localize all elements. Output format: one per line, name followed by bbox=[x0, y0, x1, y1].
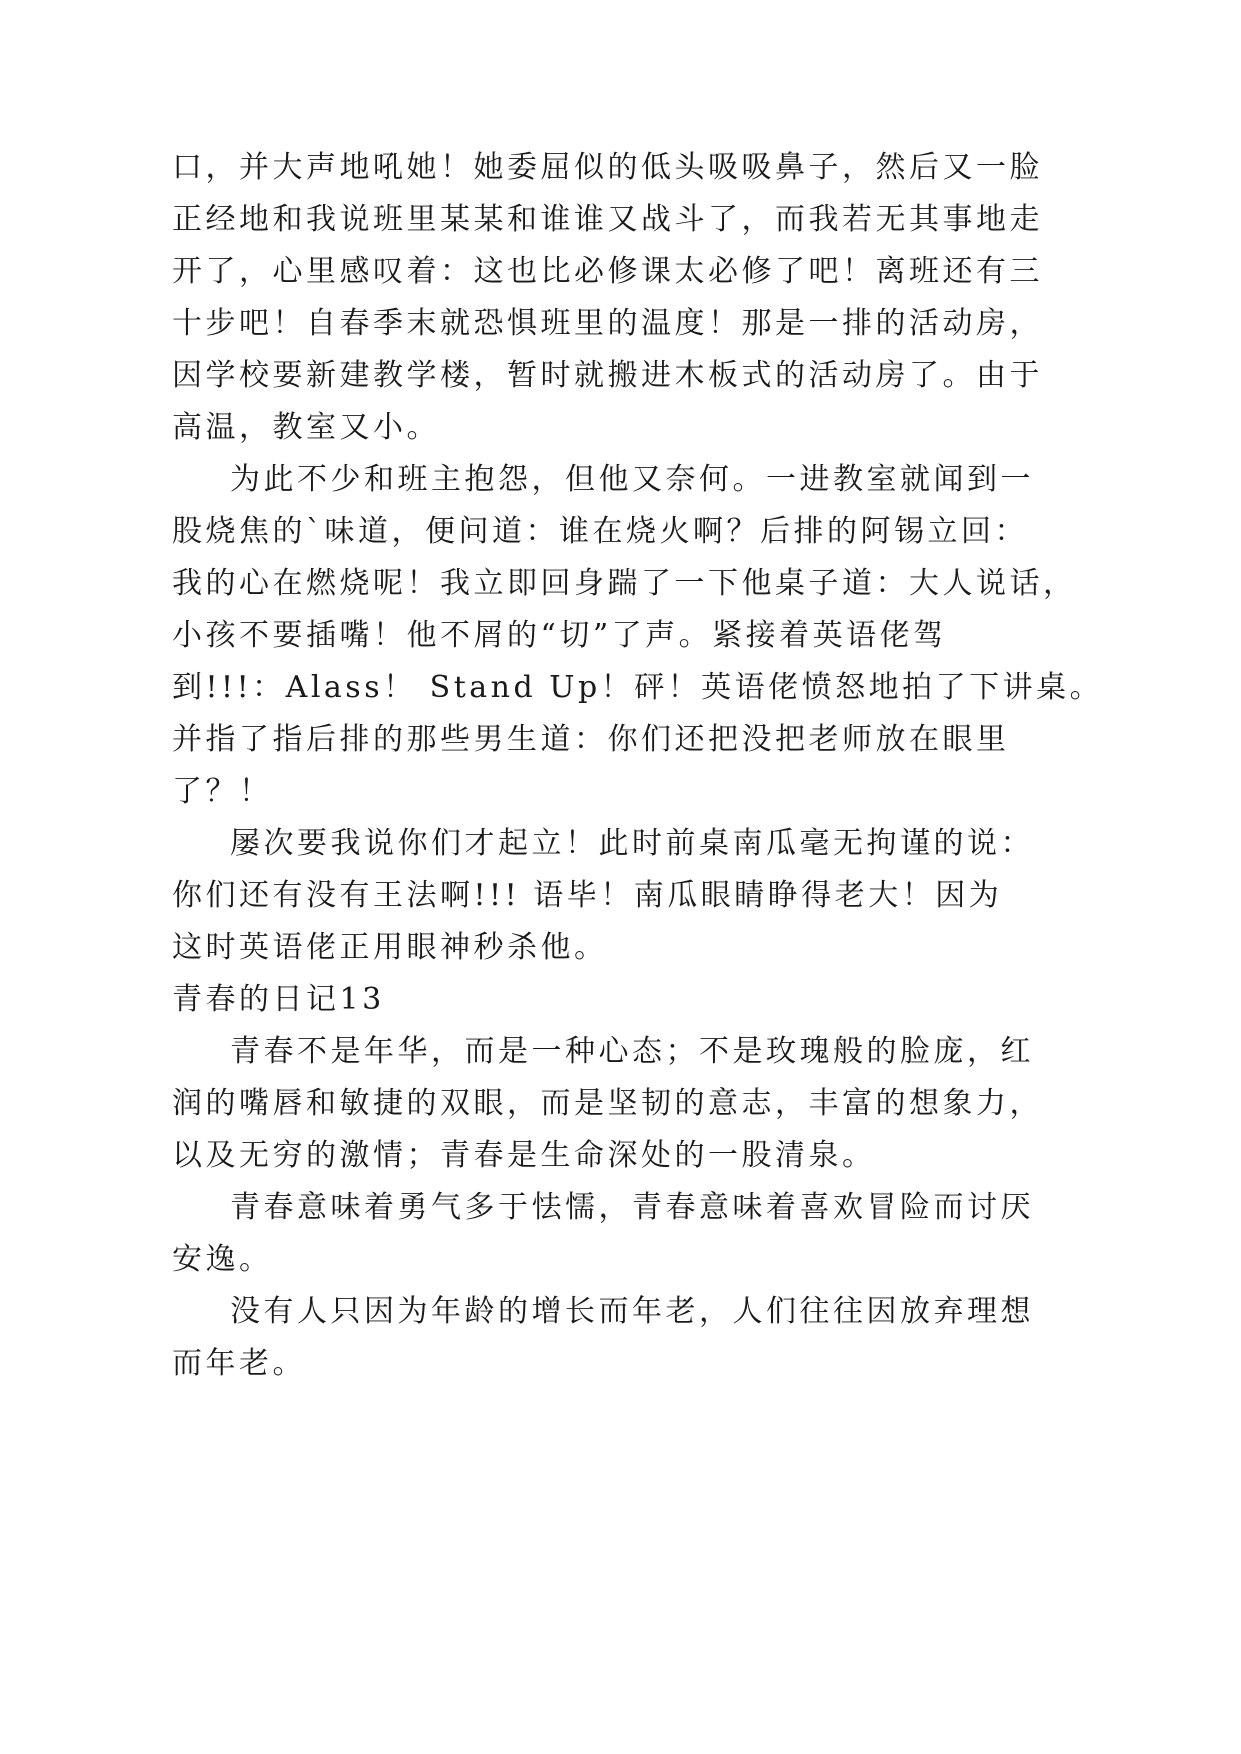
text-line: 这时英语佬正用眼神秒杀他。 bbox=[172, 930, 608, 965]
paragraph-start-line: 没有人只因为年龄的增长而年老，人们往往因放弃理想 bbox=[230, 1294, 1034, 1329]
section-title: 青春的日记13 bbox=[172, 982, 385, 1017]
paragraph-start-line: 青春意味着勇气多于怯懦，青春意味着喜欢冒险而讨厌 bbox=[230, 1190, 1034, 1225]
text-line: 安逸。 bbox=[172, 1242, 273, 1277]
text-line: 十步吧！自春季末就恐惧班里的温度！那是一排的活动房， bbox=[172, 306, 1043, 341]
text-line: 并指了指后排的那些男生道：你们还把没把老师放在眼里 bbox=[172, 722, 1010, 757]
text-line: 高温，教室又小。 bbox=[172, 410, 440, 445]
paragraph-start-line: 屡次要我说你们才起立！此时前桌南瓜毫无拘谨的说： bbox=[230, 826, 1034, 861]
text-line: 润的嘴唇和敏捷的双眼，而是坚韧的意志，丰富的想象力， bbox=[172, 1086, 1043, 1121]
text-line: 开了，心里感叹着：这也比必修课太必修了吧！离班还有三 bbox=[172, 254, 1043, 289]
text-line: 口，并大声地吼她！她委屈似的低头吸吸鼻子，然后又一脸 bbox=[172, 150, 1043, 185]
paragraph-start-line: 青春不是年华，而是一种心态；不是玫瑰般的脸庞，红 bbox=[230, 1034, 1034, 1069]
paragraph-start-line: 为此不少和班主抱怨，但他又奈何。一进教室就闻到一 bbox=[230, 462, 1034, 497]
text-line: 你们还有没有王法啊!!! 语毕！南瓜眼睛睁得老大！因为 bbox=[172, 878, 1003, 913]
text-line: 因学校要新建教学楼，暂时就搬进木板式的活动房了。由于 bbox=[172, 358, 1043, 393]
text-line: 我的心在燃烧呢！我立即回身踹了一下他桌子道：大人说话， bbox=[172, 566, 1077, 601]
text-line: 正经地和我说班里某某和谁谁又战斗了，而我若无其事地走 bbox=[172, 202, 1043, 237]
text-line: 以及无穷的激情；青春是生命深处的一股清泉。 bbox=[172, 1138, 876, 1173]
text-line: 而年老。 bbox=[172, 1346, 306, 1381]
text-line: 了？！ bbox=[172, 774, 273, 809]
text-line: 小孩不要插嘴！他不屑的“切”了声。紧接着英语佬驾 bbox=[172, 618, 947, 653]
text-line: 股烧焦的`味道，便问道：谁在烧火啊？后排的阿锡立回： bbox=[172, 514, 1028, 549]
text-line: 到!!!：Alass！ Stand Up！砰！英语佬愤怒地拍了下讲桌。 bbox=[172, 670, 1104, 705]
